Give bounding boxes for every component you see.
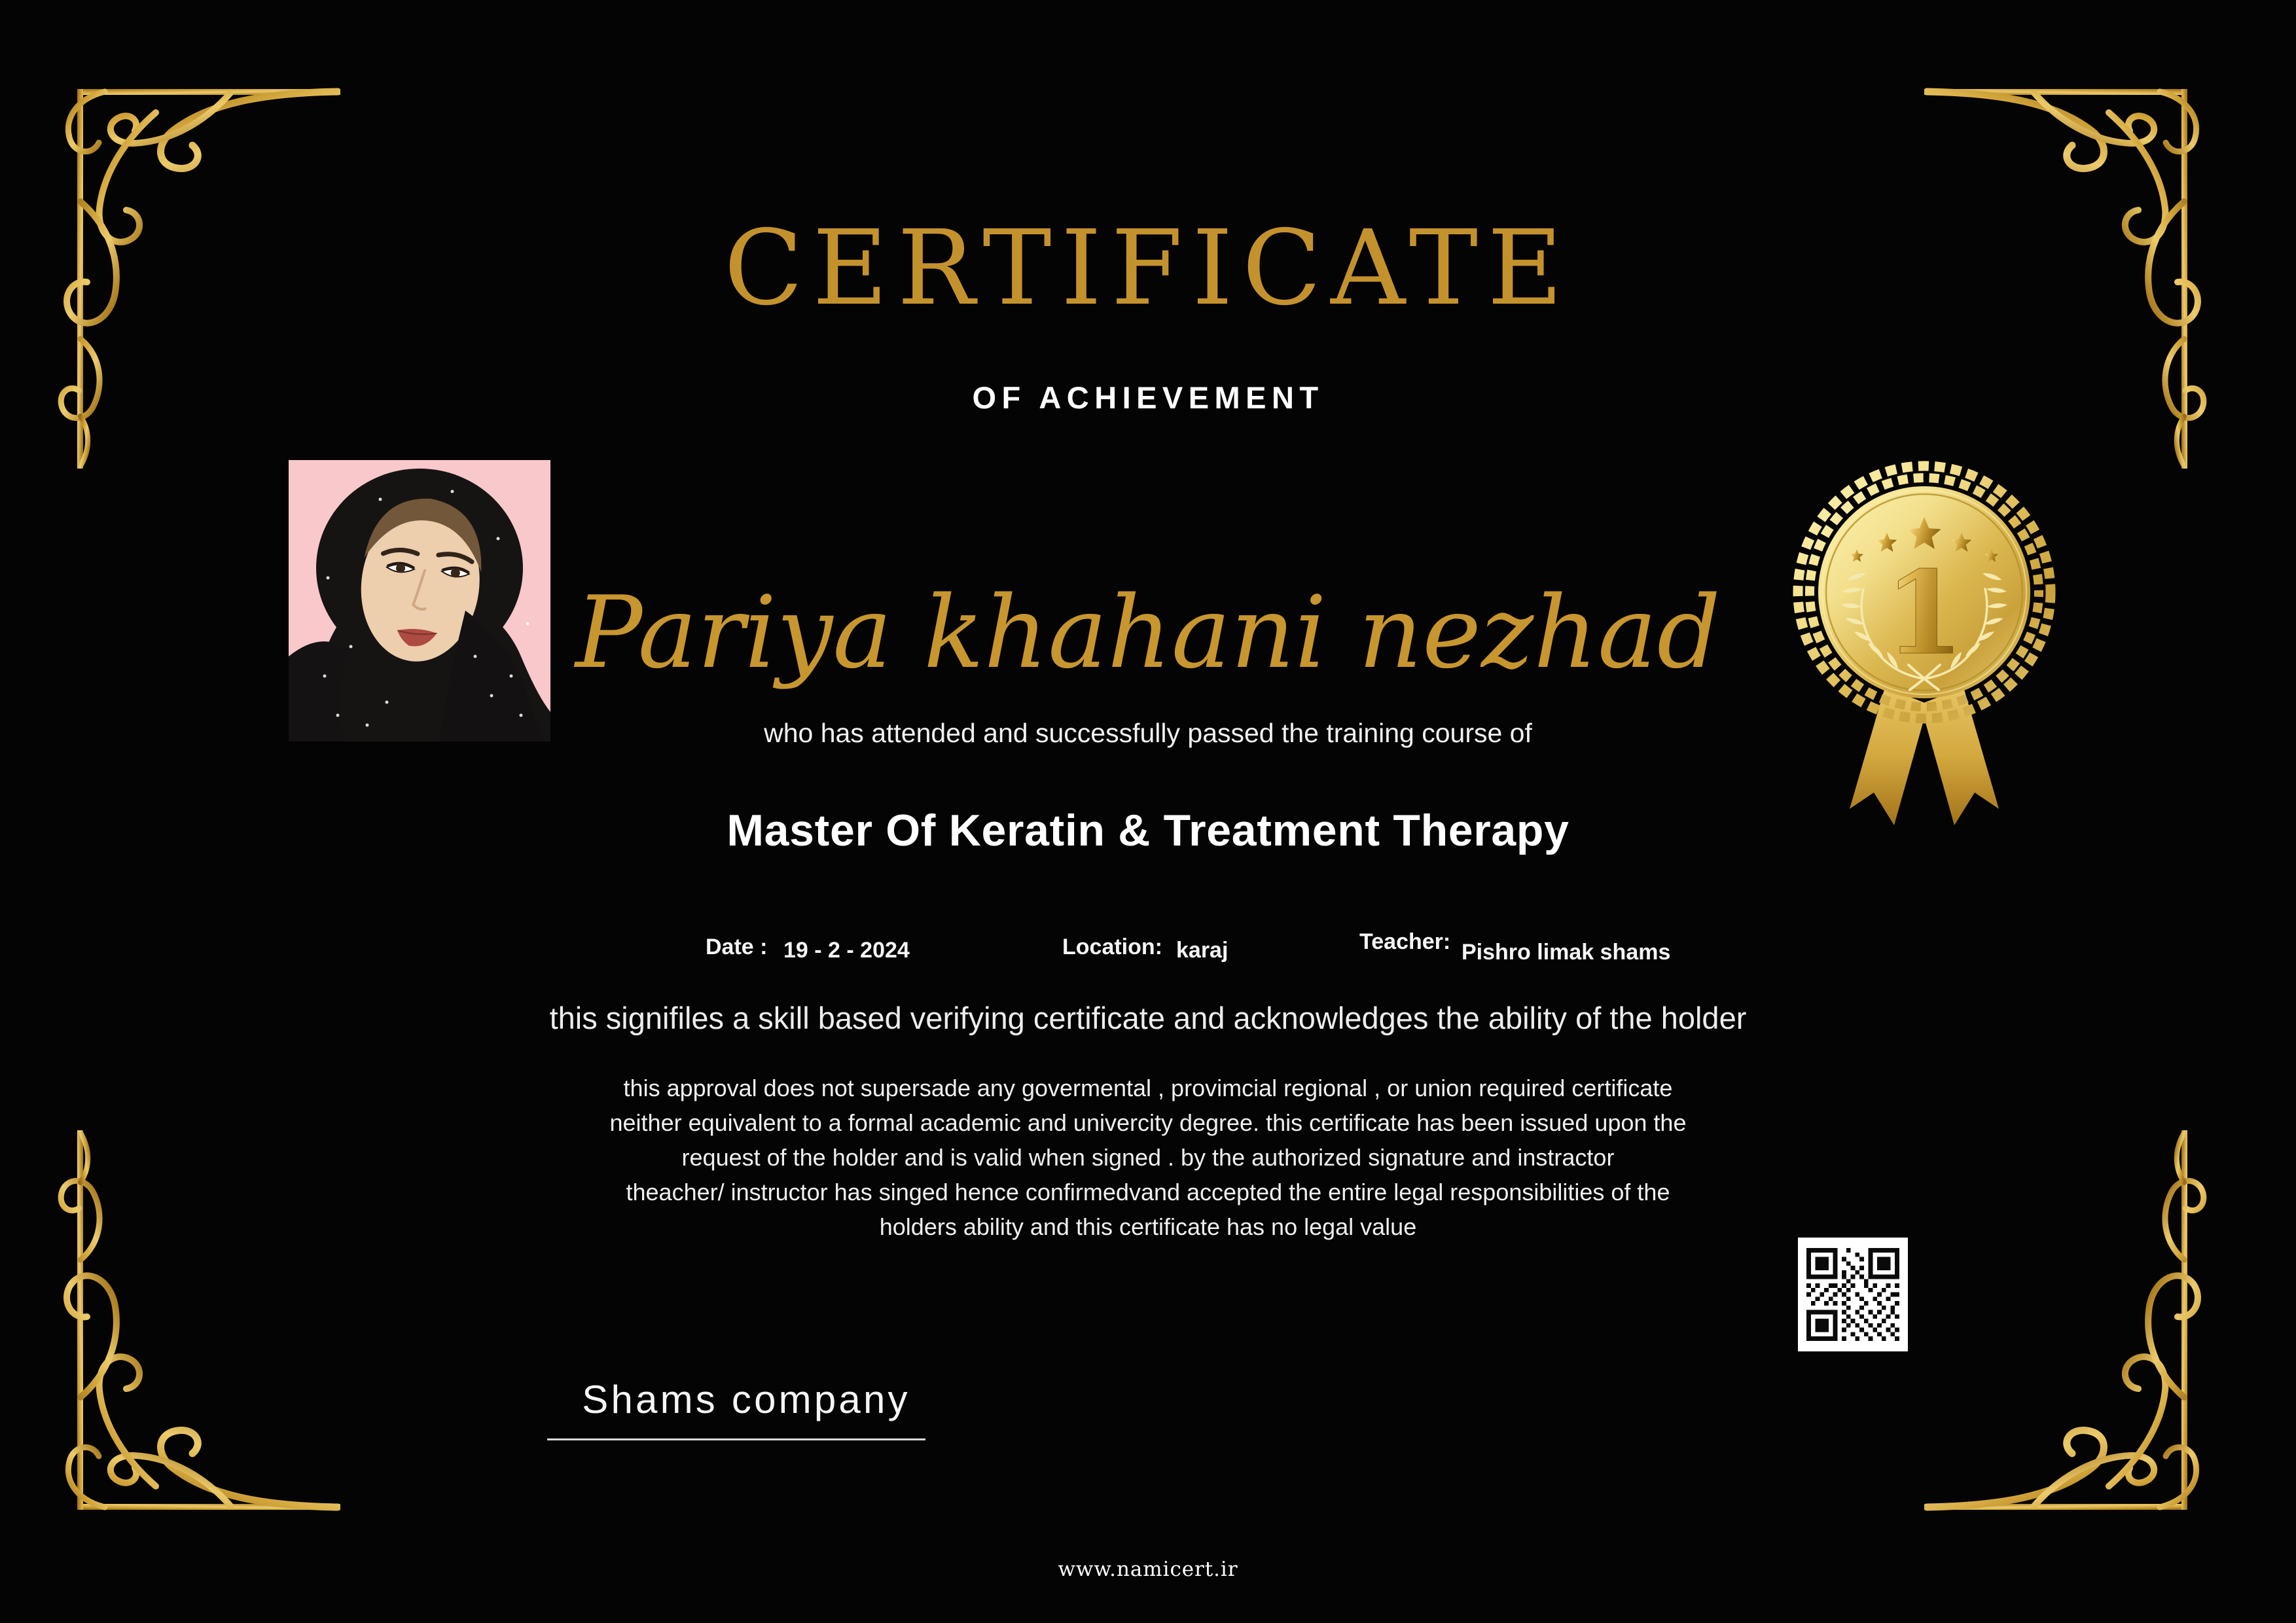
website-url: www.namicert.ir	[1058, 1558, 1238, 1581]
location-label: Location:	[1062, 935, 1162, 959]
teacher-value: Pishro limak shams	[1462, 940, 1671, 965]
disclaimer-line: neither equivalent to a formal academic and univercity degree. this certificate has been issued upon the	[609, 1109, 1687, 1136]
disclaimer-line: theacher/ instructor has singed hence confirmedvand accepted the entire legal responsibilities of the	[626, 1179, 1670, 1205]
course-title: Master Of Keratin & Treatment Therapy	[726, 806, 1570, 855]
teacher-label: Teacher:	[1359, 929, 1451, 954]
disclaimer-paragraph	[232, 1071, 2064, 1244]
date-label: Date :	[706, 935, 768, 959]
qr-code-icon	[1798, 1238, 1908, 1351]
disclaimer-line: holders ability and this certificate has no legal value	[879, 1213, 1417, 1240]
medal-rank-number: 1	[1884, 546, 1964, 681]
disclaimer-line: request of the holder and is valid when signed . by the authorized signature and instractor	[681, 1144, 1615, 1171]
certificate-title: CERTIFICATE	[724, 208, 1572, 329]
issuer-name: Shams company	[582, 1378, 910, 1421]
recipient-name: Pariya khahani nezhad	[575, 575, 1721, 690]
intro-line: who has attended and successfully passed the training course of	[764, 718, 1532, 748]
date-value: 19 - 2 - 2024	[783, 938, 910, 963]
issuer-underline	[547, 1438, 925, 1440]
location-value: karaj	[1176, 938, 1229, 963]
disclaimer-line: this approval does not supersade any govermental , provimcial regional , or union required certificate	[623, 1075, 1673, 1101]
certificate-subtitle: OF ACHIEVEMENT	[972, 380, 1324, 415]
statement-line: this signifiles a skill based verifying certificate and acknowledges the ability of the holder	[549, 1001, 1747, 1035]
